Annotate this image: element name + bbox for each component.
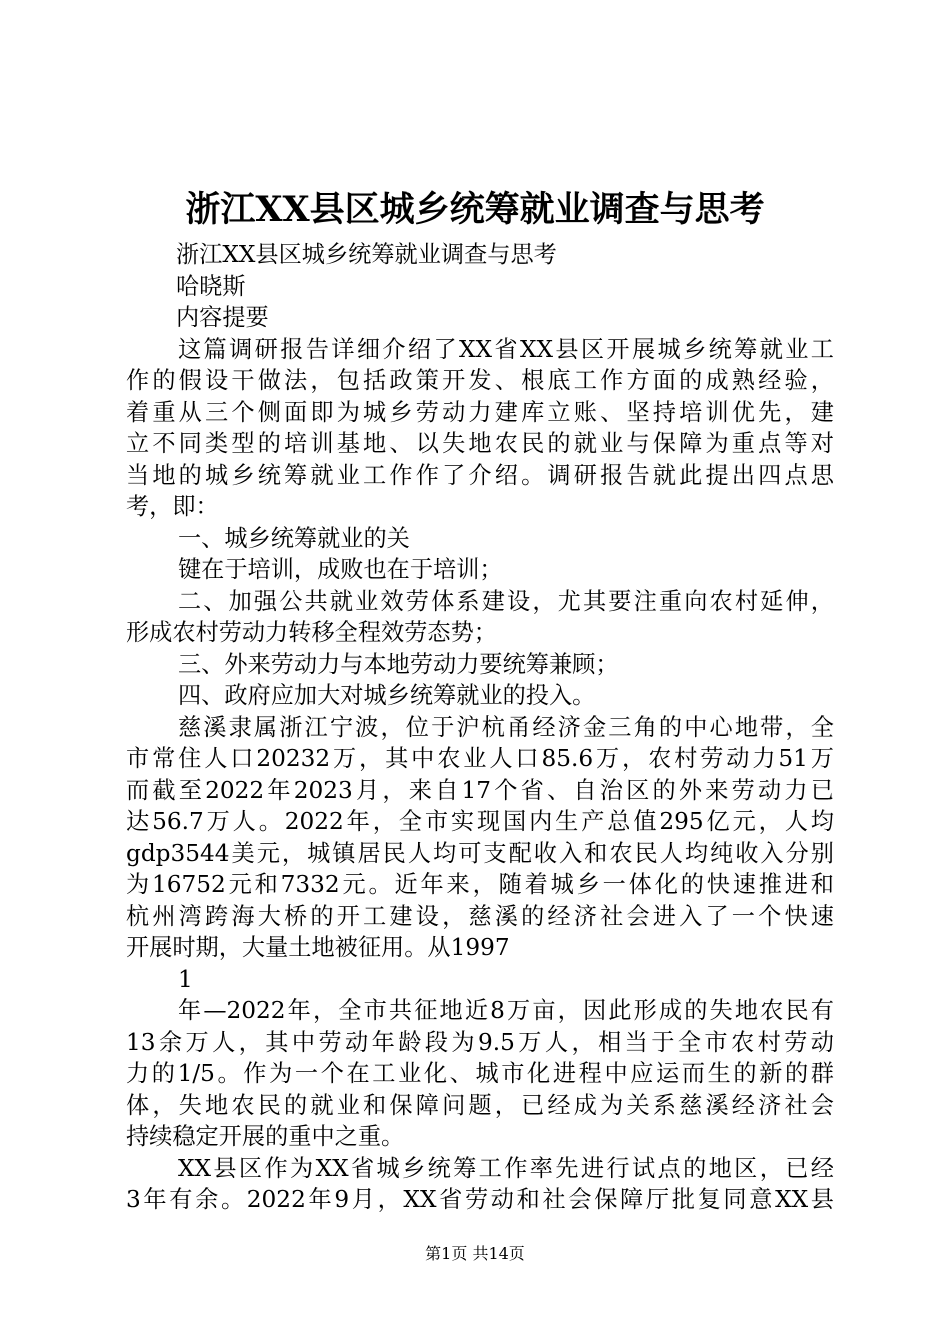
paragraph-line: 达56.7万人。2022年，全市实现国内生产总值295亿元，人均	[126, 808, 834, 835]
abstract-heading: 内容提要	[176, 304, 269, 331]
paragraph-line: 体，失地农民的就业和保障问题，已经成为关系慈溪经济社会	[126, 1091, 834, 1119]
inline-page-marker: 1	[178, 965, 193, 993]
paragraph-line: 这篇调研报告详细介绍了XX省XX县区开展城乡统筹就业工	[178, 335, 834, 363]
paragraph-line: 键在于培训，成败也在于培训；	[178, 556, 503, 583]
subtitle-line: 浙江XX县区城乡统筹就业调查与思考	[176, 241, 557, 268]
paragraph-line: 立不同类型的培训基地、以失地农民的就业与保障为重点等对	[126, 430, 834, 457]
paragraph-line: 13余万人，其中劳动年龄段为9.5万人，相当于全市农村劳动	[126, 1028, 834, 1056]
paragraph-line: 形成农村劳动力转移全程效劳态势；	[126, 619, 497, 646]
paragraph-line: 一、城乡统筹就业的关	[178, 524, 410, 552]
paragraph-line: 而截至2022年2023月，来自17个省、自治区的外来劳动力已	[126, 776, 834, 804]
paragraph-line: 考，即：	[126, 493, 219, 520]
page-footer: 第1页 共14页	[425, 1244, 525, 1263]
paragraph-line: 持续稳定开展的重中之重。	[126, 1123, 405, 1150]
document-title: 浙江XX县区城乡统筹就业调查与思考	[185, 189, 765, 230]
paragraph-line: 二、加强公共就业效劳体系建设，尤其要注重向农村延伸，	[178, 587, 834, 615]
paragraph-line: 作的假设干做法，包括政策开发、根底工作方面的成熟经验，	[126, 367, 834, 394]
paragraph-line: 市常住人口20232万，其中农业人口85.6万，农村劳动力51万	[126, 745, 834, 772]
paragraph-line: 四、政府应加大对城乡统筹就业的投入。	[178, 682, 596, 709]
paragraph-line: 开展时期，大量土地被征用。从1997	[126, 934, 510, 961]
paragraph-line: 3年有余。2022年9月，XX省劳动和社会保障厅批复同意XX县	[126, 1186, 834, 1213]
paragraph-line: 为16752元和7332元。近年来，随着城乡一体化的快速推进和	[126, 871, 834, 898]
paragraph-line: 三、外来劳动力与本地劳动力要统筹兼顾；	[178, 650, 619, 678]
document-body	[126, 239, 834, 1216]
paragraph-line: 力的1/5。作为一个在工业化、城市化进程中应运而生的新的群	[126, 1060, 834, 1087]
paragraph-line: 当地的城乡统筹就业工作作了介绍。调研报告就此提出四点思	[126, 461, 834, 489]
paragraph-line: XX县区作为XX省城乡统筹工作率先进行试点的地区，已经	[178, 1154, 834, 1182]
paragraph-line: 着重从三个侧面即为城乡劳动力建库立账、坚持培训优先，建	[126, 398, 834, 426]
author-line: 哈晓斯	[176, 272, 246, 300]
paragraph-line: 年—2022年，全市共征地近8万亩，因此形成的失地农民有	[178, 997, 834, 1024]
paragraph-line: 杭州湾跨海大桥的开工建设，慈溪的经济社会进入了一个快速	[126, 902, 834, 930]
paragraph-line: 慈溪隶属浙江宁波，位于沪杭甬经济金三角的中心地带，全	[178, 713, 834, 741]
paragraph-line: gdp3544美元，城镇居民人均可支配收入和农民人均纯收入分别	[126, 839, 834, 867]
